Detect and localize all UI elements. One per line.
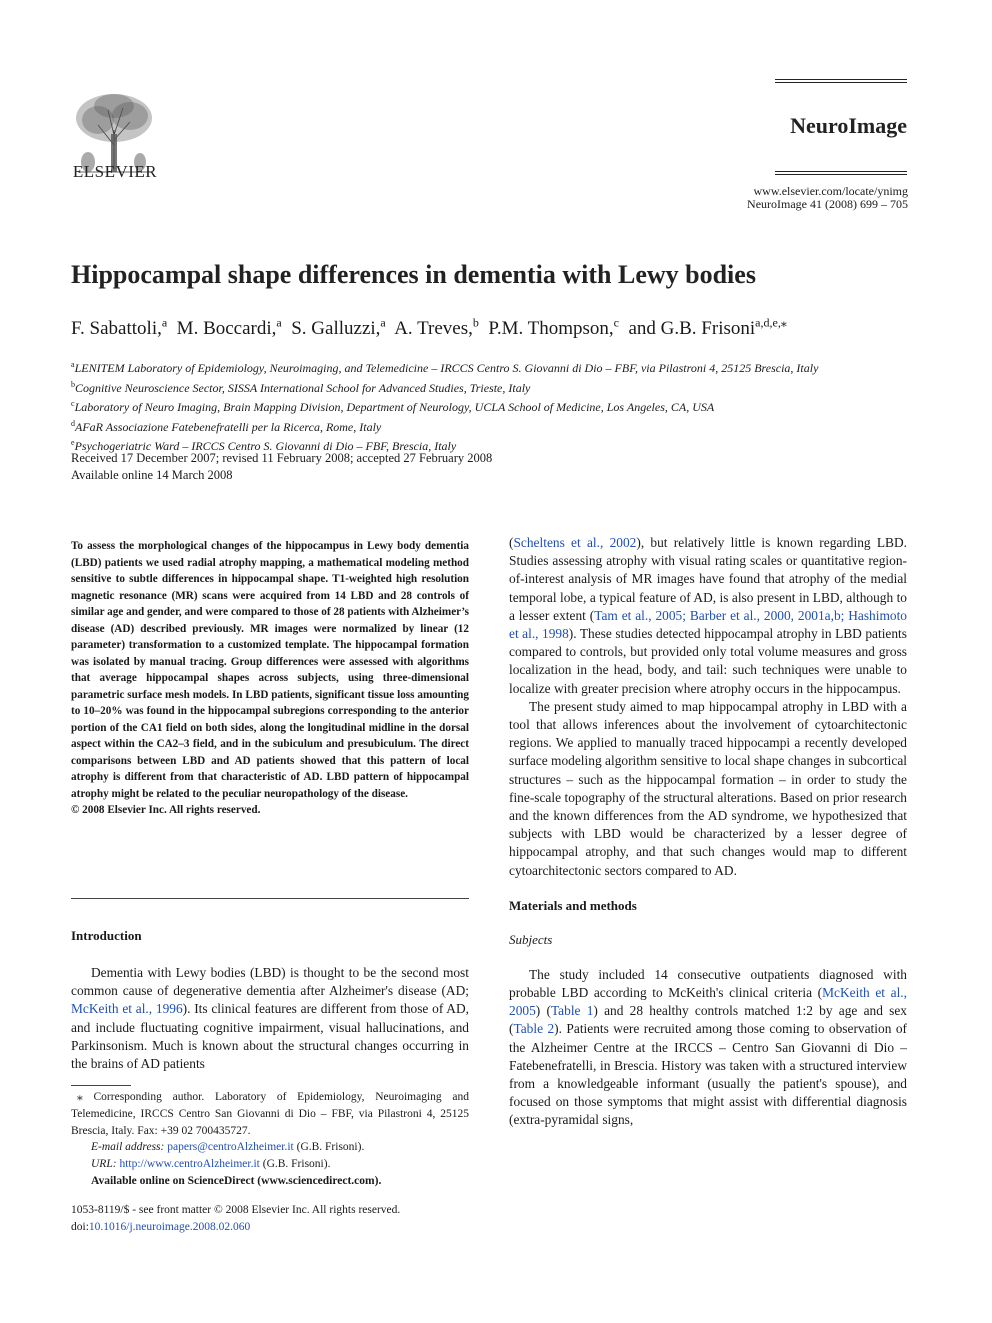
abstract xyxy=(71,538,469,819)
affiliation: $^c$Laboratory of Neuro Imaging, Brain Mapping Division, Department of Neurology, UCLA School of Medicine, Los Angeles, CA, USA xyxy=(71,399,715,414)
affiliations xyxy=(71,357,921,455)
subjects-heading: Subjects xyxy=(509,931,553,947)
doi-link[interactable]: 10.1016/j.neuroimage.2008.02.060 xyxy=(88,1221,251,1233)
citation-link[interactable]: Tam et al., 2005; Barber et al., 2000, 2001a,b; Hashimoto et al., 1998 xyxy=(509,607,907,642)
homepage-link[interactable]: http://www.centroAlzheimer.it xyxy=(119,1158,260,1171)
abstract-text: To assess the morphological changes of the hippocampus in Lewy body dementia (LBD) patients we used radial atrophy mapping, a mathematical modeling method sensitive to subtle differences in hippocampal shape. T1-weighted high resolution magnetic resonance (MR) scans were acquired from 14 LBD and 28 controls of similar age and gender, and were compared to those of 28 patients with Alzheimer’s disease (AD) described previously. MR images were normalized by linear (12 parameter) transformation to a customized template. The hippocampal formation was isolated by manual tracing. Group differences were assessed with algorithms that average hippocampal shapes across subjects, using three-dimensional parametric surface mesh models. In LBD patients, significant tissue loss amounting to 10–20% was found in the hippocampal subregions corresponding to the anterior portion of the CA1 field on both sides, along the longitudinal midline in the dorsal aspect within the CA2–3 field, and in the subiculum and presubiculum. The direct comparisons between LBD and AD patients showed that this pattern of local atrophy is different from that characteristic of AD. LBD pattern of hippocampal atrophy might be related to the peculiar neuropathology of the disease. xyxy=(71,540,469,800)
available-online: Available online 14 March 2008 xyxy=(71,467,233,482)
article-meta xyxy=(71,1202,491,1236)
subjects-body: The study included 14 consecutive outpatients diagnosed with probable LBD according to McKeith's clinical criteria (McKeith et al., 2005) (Table 1) and 28 healthy controls matched 1:2 by age and sex (Table 2). Patients were recruited among those coming to observation of the Alzheimer Centre at the IRCCS – Centro San Giovanni di Dio – Fatebenefratelli, in Brescia. History was taken with a structured interview from a knowledgeable informant (usually the patient's spouse), and focused on those symptoms that might assist with differential diagnosis (extra-pyramidal signs, xyxy=(509,966,907,1128)
header-rule-bottom-2 xyxy=(775,174,907,175)
citation-link[interactable]: Scheltens et al., 2002 xyxy=(513,535,637,550)
author: S. Galluzzi,$^a$ xyxy=(291,316,386,340)
paragraph: The present study aimed to map hippocampal atrophy in LBD with a tool that allows inferences about the involvement of cytoarchitectonic regions. We applied to manually traced hippocampi a recently developed surface modeling algorithm sensitive to local shape changes in subcortical structures – such as the hippocampal formation – in order to study the fine-scale topography of the structural alterations. Based on prior research and the known differences from the AD syndrome, we hypothesized that subjects with LBD would be characterized by a lesser degree of hippocampal atrophy, and that such changes would map to different cytoarchitectonic sectors compared to AD. xyxy=(509,698,907,878)
author-list xyxy=(71,316,921,340)
header-rule-top-2 xyxy=(775,82,907,83)
author: P.M. Thompson,$^c$ xyxy=(488,316,619,340)
abstract-divider xyxy=(71,898,469,899)
footnote-divider xyxy=(71,1085,131,1086)
introduction-body: Dementia with Lewy bodies (LBD) is thought to be the second most common cause of degenerative dementia after Alzheimer's disease (AD; McKeith et al., 1996). Its clinical features are different from those of AD, and include fluctuating cognitive impairment, visual hallucinations, and Parkinsonism. Much is known about the structural changes occurring in the brains of AD patients xyxy=(71,965,469,1072)
issn-line: 1053-8119/$ - see front matter © 2008 Elsevier Inc. All rights reserved. xyxy=(71,1204,401,1216)
article-dates xyxy=(71,450,671,483)
received-dates: Received 17 December 2007; revised 11 February 2008; accepted 27 February 2008 xyxy=(71,451,493,465)
url-line: URL: http://www.centroAlzheimer.it (G.B. Frisoni). xyxy=(91,1158,331,1171)
right-column xyxy=(509,534,907,1130)
abstract-copyright: © 2008 Elsevier Inc. All rights reserved. xyxy=(71,804,261,816)
affiliation: $^d$AFaR Associazione Fatebenefratelli per la Ricerca, Rome, Italy xyxy=(71,418,382,434)
affiliation: $^e$Psychogeriatric Ward – IRCCS Centro S. Giovanni di Dio – FBF, Brescia, Italy xyxy=(71,438,457,453)
publisher-wordmark: ELSEVIER xyxy=(72,162,158,181)
table-link[interactable]: Table 2 xyxy=(513,1021,555,1037)
sciencedirect-note: Available online on ScienceDirect (www.sciencedirect.com). xyxy=(91,1174,382,1187)
author: F. Sabattoli,$^a$ xyxy=(71,316,168,340)
header-rule-bottom xyxy=(775,171,907,172)
materials-methods-heading: Materials and methods xyxy=(509,897,637,913)
introduction-heading: Introduction xyxy=(71,928,142,943)
author: A. Treves,$^b$ xyxy=(394,316,479,340)
journal-url[interactable]: www.elsevier.com/locate/ynimg xyxy=(753,184,908,198)
right-body: (Scheltens et al., 2002), but relatively little is known regarding LBD. Studies assessing atrophy with visual rating scales or quantitative region-of-interest analysis of MR images have found that atrophy of the medial temporal lobe, a typical feature of AD, is also present in LBD, although to a lesser extent (Tam et al., 2005; Barber et al., 2000, 2001a,b; Hashimoto et al., 1998). These studies detected hippocampal atrophy in LBD patients compared to controls, but provided only total volume measures and gross localization in the head, body, and tail: such techniques were unable to localize with greater precision where atrophy occurs in the hippocampus. The present study aimed to map hippocampal atrophy in LBD with a tool that allows inferences about the involvement of cytoarchitectonic regions. We applied to manually traced hippocampi a recently developed surface modeling algorithm sensitive to local shape changes in subcortical structures – such as the hippocampal formation – in order to study the fine-scale topography of the structural alterations. Based on prior research and the known differences from the AD syndrome, we hypothesized that subjects with LBD would be characterized by a lesser degree of hippocampal atrophy, and that such changes would map to different cytoarchitectonic sectors compared to AD. xyxy=(509,534,907,880)
author: M. Boccardi,$^a$ xyxy=(176,316,282,340)
author: and G.B. Frisoni$^{a,d,e,⁎}$ xyxy=(628,316,787,340)
corresponding-author-note: ⁎ Corresponding author. Laboratory of Epidemiology, Neuroimaging and Telemedicine, IRCCS Centro San Giovanni di Dio – FBF, via Pilastroni 4, 25125 Brescia, Italy. Fax: +39 02 700435727. xyxy=(71,1091,469,1137)
journal-name: NeuroImage xyxy=(790,113,907,138)
affiliation: $^a$LENITEM Laboratory of Epidemiology, Neuroimaging, and Telemedicine – IRCCS Centro S. Giovanni di Dio – FBF, via Pilastroni 4, 25125 Brescia, Italy xyxy=(71,360,819,375)
email-line: E-mail address: papers@centroAlzheimer.it (G.B. Frisoni). xyxy=(91,1141,365,1154)
email-link[interactable]: papers@centroAlzheimer.it xyxy=(167,1141,294,1154)
affiliation: $^b$Cognitive Neuroscience Sector, SISSA International School for Advanced Studies, Trieste, Italy xyxy=(71,379,531,395)
doi-line: doi:10.1016/j.neuroimage.2008.02.060 xyxy=(71,1221,251,1233)
article-title: Hippocampal shape differences in dementia with Lewy bodies xyxy=(71,260,756,289)
citation-link[interactable]: McKeith et al., 1996 xyxy=(71,1001,183,1017)
header-rule-top xyxy=(775,79,907,80)
citation-link[interactable]: McKeith et al., 2005 xyxy=(509,985,907,1019)
table-link[interactable]: Table 1 xyxy=(550,1003,594,1019)
footnotes xyxy=(71,1089,469,1190)
journal-citation: NeuroImage 41 (2008) 699 – 705 xyxy=(747,197,908,211)
